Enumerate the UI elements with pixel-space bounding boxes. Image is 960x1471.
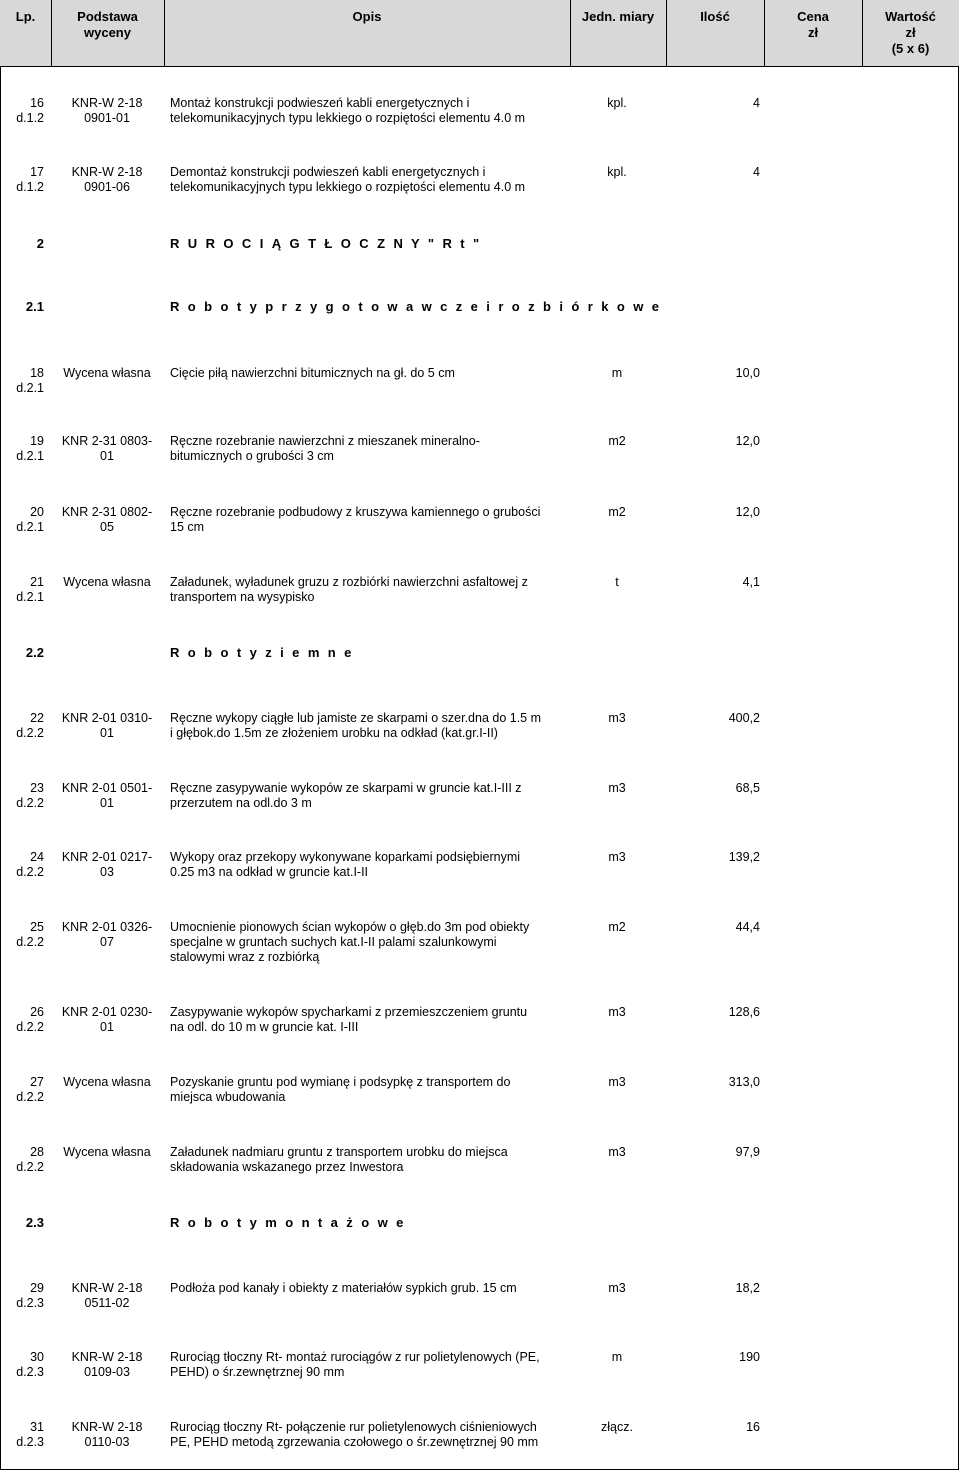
row-description: Załadunek nadmiaru gruntu z transportem urobku do miejsca składowania wskazanego przez Inwestora <box>170 1145 508 1174</box>
row-number: 20 d.2.1 <box>16 505 44 534</box>
row-quantity: 400,2 <box>728 711 760 725</box>
section-number: 2.3 <box>25 1215 44 1230</box>
row-number: 19 d.2.1 <box>16 434 44 463</box>
row-basis: KNR 2-31 0802- 05 <box>61 505 153 534</box>
row-basis: Wycena własna <box>63 575 151 589</box>
row-description: Ręczne rozebranie nawierzchni z mieszanek mineralno- bitumicznych o grubości 3 cm <box>170 434 480 463</box>
row-description: Załadunek, wyładunek gruzu z rozbiórki nawierzchni asfaltowej z transportem na wysypisko <box>170 575 528 604</box>
section-title: R o b o t y m o n t a ż o w e <box>170 1215 406 1230</box>
row-basis: KNR 2-01 0501- 01 <box>61 781 153 810</box>
row-quantity: 18,2 <box>735 1281 760 1295</box>
row-quantity: 10,0 <box>735 366 760 380</box>
row-number: 27 d.2.2 <box>16 1075 44 1104</box>
row-number: 30 d.2.3 <box>16 1350 44 1379</box>
row-unit: m3 <box>608 1281 626 1295</box>
row-number: 31 d.2.3 <box>16 1420 44 1449</box>
row-unit: t <box>615 575 619 589</box>
header-opis: Opis <box>352 9 382 24</box>
row-number: 26 d.2.2 <box>16 1005 44 1034</box>
row-basis: KNR-W 2-18 0511-02 <box>71 1281 143 1310</box>
row-description: Wykopy oraz przekopy wykonywane koparkami podsiębiernymi 0.25 m3 na odkład w gruncie kat.I-II <box>170 850 521 879</box>
row-description: Montaż konstrukcji podwieszeń kabli energetycznych i telekomunikacyjnych typu lekkiego o rozpiętości elementu 4.0 m <box>170 96 526 125</box>
row-quantity: 128,6 <box>728 1005 760 1019</box>
row-description: Rurociąg tłoczny Rt- montaż rurociągów z rur polietylenowych (PE, PEHD) o śr.zewnętrznej 90 mm <box>170 1350 540 1379</box>
row-unit: m3 <box>608 1005 626 1019</box>
row-basis: KNR 2-01 0217- 03 <box>61 850 153 879</box>
row-quantity: 4,1 <box>742 575 760 589</box>
row-basis: KNR 2-31 0803- 01 <box>61 434 153 463</box>
row-quantity: 4 <box>753 96 760 110</box>
row-number: 17 d.1.2 <box>16 165 44 194</box>
header-cena: Cena zł <box>797 9 829 40</box>
row-description: Rurociąg tłoczny Rt- połączenie rur polietylenowych ciśnieniowych PE, PEHD metodą zgrzewania czołowego o śr.zewnętrznej 90 mm <box>170 1420 539 1449</box>
header-ilosc: Ilość <box>700 9 730 24</box>
row-quantity: 16 <box>746 1420 760 1434</box>
row-description: Ręczne wykopy ciągłe lub jamiste ze skarpami o szer.dna do 1.5 m i głębok.do 1.5m ze złożeniem urobku na odkład (kat.gr.I-II) <box>170 711 542 740</box>
row-number: 24 d.2.2 <box>16 850 44 879</box>
row-description: Umocnienie pionowych ścian wykopów o głęb.do 3m pod obiekty specjalne w gruntach suchych kat.I-II palami szalunkowymi stalowymi wraz z rozbiórką <box>170 920 530 964</box>
row-unit: kpl. <box>607 96 627 110</box>
row-basis: Wycena własna <box>63 1075 151 1089</box>
row-basis: Wycena własna <box>63 366 151 380</box>
row-unit: m2 <box>608 920 626 934</box>
row-description: Pozyskanie gruntu pod wymianę i podsypkę z transportem do miejsca wbudowania <box>170 1075 511 1104</box>
row-description: Zasypywanie wykopów spycharkami z przemieszczeniem gruntu na odl. do 10 m w gruncie kat. I-III <box>170 1005 528 1034</box>
header-podstawa: Podstawa wyceny <box>77 9 138 40</box>
header-wartosc: Wartość zł (5 x 6) <box>885 9 936 56</box>
row-unit: m2 <box>608 505 626 519</box>
section-title: R o b o t y z i e m n e <box>170 645 354 660</box>
row-quantity: 313,0 <box>728 1075 760 1089</box>
row-unit: złącz. <box>601 1420 633 1434</box>
header-lp: Lp. <box>15 9 36 24</box>
section-number: 2.1 <box>25 299 44 314</box>
row-description: Ręczne rozebranie podbudowy z kruszywa kamiennego o grubości 15 cm <box>170 505 541 534</box>
row-number: 22 d.2.2 <box>16 711 44 740</box>
row-quantity: 97,9 <box>735 1145 760 1159</box>
row-basis: KNR-W 2-18 0901-06 <box>71 165 143 194</box>
row-quantity: 190 <box>739 1350 760 1364</box>
row-unit: m3 <box>608 1145 626 1159</box>
row-basis: KNR 2-01 0310- 01 <box>61 711 153 740</box>
row-unit: m3 <box>608 850 626 864</box>
section-title: R o b o t y p r z y g o t o w a w c z e i r o z b i ó r k o w e <box>170 299 662 314</box>
section-number: 2 <box>36 236 44 251</box>
row-basis: KNR-W 2-18 0109-03 <box>71 1350 143 1379</box>
row-unit: m3 <box>608 781 626 795</box>
row-number: 16 d.1.2 <box>16 96 44 125</box>
row-unit: m <box>611 366 623 380</box>
row-unit: m2 <box>608 434 626 448</box>
row-unit: kpl. <box>607 165 627 179</box>
row-basis: KNR-W 2-18 0901-01 <box>71 96 143 125</box>
row-quantity: 12,0 <box>735 434 760 448</box>
row-number: 28 d.2.2 <box>16 1145 44 1174</box>
row-basis: KNR 2-01 0230- 01 <box>61 1005 153 1034</box>
row-number: 25 d.2.2 <box>16 920 44 949</box>
row-description: Demontaż konstrukcji podwieszeń kabli energetycznych i telekomunikacyjnych typu lekkiego o rozpiętości elementu 4.0 m <box>170 165 526 194</box>
row-unit: m <box>611 1350 623 1364</box>
row-quantity: 12,0 <box>735 505 760 519</box>
row-basis: KNR 2-01 0326- 07 <box>61 920 153 949</box>
row-basis: Wycena własna <box>63 1145 151 1159</box>
header-jednostka: Jedn. miary <box>581 9 655 24</box>
row-description: Podłoża pod kanały i obiekty z materiałów sypkich grub. 15 cm <box>170 1281 517 1295</box>
row-quantity: 4 <box>753 165 760 179</box>
row-number: 29 d.2.3 <box>16 1281 44 1310</box>
row-number: 18 d.2.1 <box>16 366 44 395</box>
row-basis: KNR-W 2-18 0110-03 <box>71 1420 143 1449</box>
row-unit: m3 <box>608 1075 626 1089</box>
row-quantity: 139,2 <box>728 850 760 864</box>
row-number: 23 d.2.2 <box>16 781 44 810</box>
row-unit: m3 <box>608 711 626 725</box>
row-quantity: 68,5 <box>735 781 760 795</box>
row-number: 21 d.2.1 <box>16 575 44 604</box>
row-description: Ręczne zasypywanie wykopów ze skarpami w gruncie kat.I-III z przerzutem na odl.do 3 m <box>170 781 522 810</box>
section-number: 2.2 <box>25 645 44 660</box>
table-header <box>0 0 959 67</box>
section-title: R U R O C I Ą G T Ł O C Z N Y " R t " <box>170 236 482 251</box>
row-quantity: 44,4 <box>735 920 760 934</box>
row-description: Cięcie piłą nawierzchni bitumicznych na gł. do 5 cm <box>170 366 455 380</box>
